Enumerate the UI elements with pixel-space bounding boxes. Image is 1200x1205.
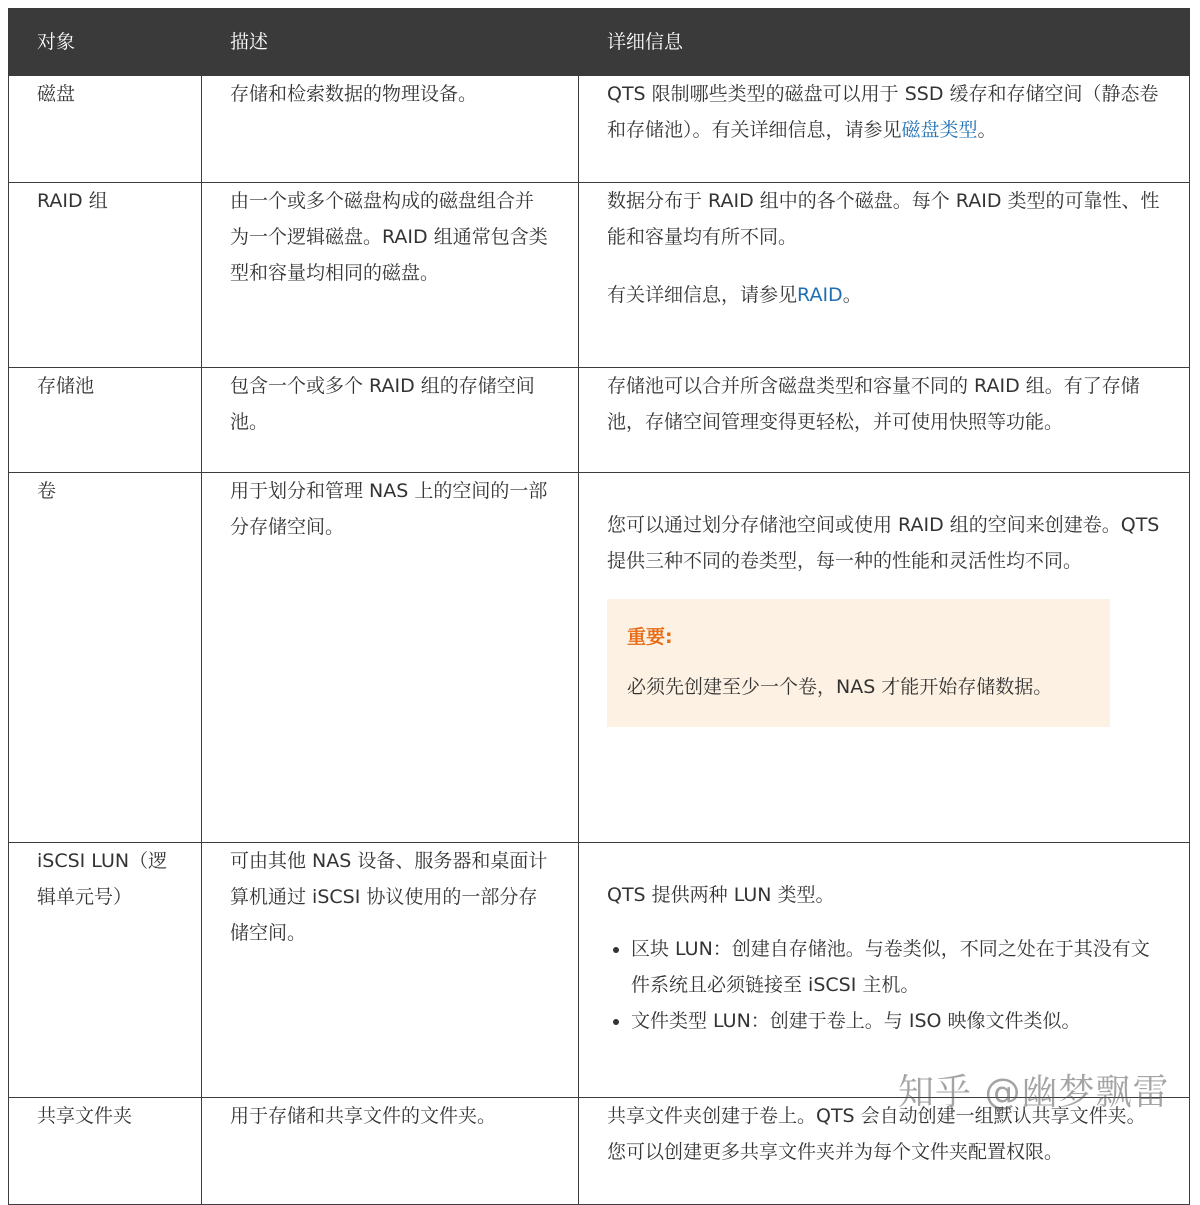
header-object: 对象 bbox=[9, 9, 202, 76]
detail-end: 。 bbox=[842, 284, 862, 306]
list-item: • 文件类型 LUN：创建于卷上。与 ISO 映像文件类似。 bbox=[631, 1003, 1161, 1039]
detail-cell bbox=[579, 473, 1190, 843]
header-detail: 详细信息 bbox=[579, 9, 1190, 76]
important-note bbox=[607, 599, 1110, 727]
note-body: 必须先创建至少一个卷，NAS 才能开始存储数据。 bbox=[627, 676, 1053, 698]
detail-cell bbox=[579, 183, 1190, 368]
object-cell: 磁盘 bbox=[9, 76, 202, 183]
table-row bbox=[9, 368, 1190, 473]
detail-text: 有关详细信息，请参见 bbox=[607, 284, 798, 306]
disk-types-link[interactable]: 磁盘类型 bbox=[901, 119, 978, 141]
detail-cell: 存储池可以合并所含磁盘类型和容量不同的 RAID 组。有了存储池，存储空间管理变得更轻松，并可使用快照等功能。 bbox=[579, 368, 1190, 473]
object-cell: iSCSI LUN（逻辑单元号） bbox=[9, 843, 202, 1098]
table-header-row bbox=[9, 9, 1190, 76]
header-description: 描述 bbox=[202, 9, 579, 76]
description-cell: 用于存储和共享文件的文件夹。 bbox=[202, 1098, 579, 1205]
description-cell: 可由其他 NAS 设备、服务器和桌面计算机通过 iSCSI 协议使用的一部分存储空间。 bbox=[202, 843, 579, 1098]
detail-text: QTS 限制哪些类型的磁盘可以用于 SSD 缓存和存储空间（静态卷和存储池）。有关详细信息，请参见 bbox=[607, 83, 1159, 141]
object-cell: 存储池 bbox=[9, 368, 202, 473]
list-item: • 区块 LUN：创建自存储池。与卷类似，不同之处在于其没有文件系统且必须链接至 iSCSI 主机。 bbox=[631, 931, 1161, 1003]
description-cell: 由一个或多个磁盘构成的磁盘组合并为一个逻辑磁盘。RAID 组通常包含类型和容量均相同的磁盘。 bbox=[202, 183, 579, 368]
detail-cell: 共享文件夹创建于卷上。QTS 会自动创建一组默认共享文件夹。您可以创建更多共享文件夹并为每个文件夹配置权限。 bbox=[579, 1098, 1190, 1205]
detail-paragraph: 数据分布于 RAID 组中的各个磁盘。每个 RAID 类型的可靠性、性能和容量均有所不同。 bbox=[607, 190, 1160, 248]
description-cell: 用于划分和管理 NAS 上的空间的一部分存储空间。 bbox=[202, 473, 579, 843]
lun-type-list bbox=[607, 931, 1161, 1039]
detail-paragraph: QTS 提供两种 LUN 类型。 bbox=[607, 884, 835, 906]
detail-paragraph: 您可以通过划分存储池空间或使用 RAID 组的空间来创建卷。QTS 提供三种不同的卷类型，每一种的性能和灵活性均不同。 bbox=[607, 514, 1160, 572]
table-row bbox=[9, 473, 1190, 843]
table-row bbox=[9, 76, 1190, 183]
object-cell: RAID 组 bbox=[9, 183, 202, 368]
raid-link[interactable]: RAID bbox=[797, 284, 843, 306]
object-cell: 卷 bbox=[9, 473, 202, 843]
storage-concepts-table bbox=[8, 8, 1190, 1205]
table-row bbox=[9, 843, 1190, 1098]
note-title: 重要: bbox=[627, 626, 673, 648]
detail-paragraph bbox=[607, 277, 1161, 313]
object-cell: 共享文件夹 bbox=[9, 1098, 202, 1205]
detail-end: 。 bbox=[977, 119, 997, 141]
detail-cell bbox=[579, 76, 1190, 183]
description-cell: 存储和检索数据的物理设备。 bbox=[202, 76, 579, 183]
zhihu-watermark: 知乎 @幽梦飘雷 bbox=[898, 1072, 1170, 1113]
description-cell: 包含一个或多个 RAID 组的存储空间池。 bbox=[202, 368, 579, 473]
table-row bbox=[9, 183, 1190, 368]
detail-cell bbox=[579, 843, 1190, 1098]
